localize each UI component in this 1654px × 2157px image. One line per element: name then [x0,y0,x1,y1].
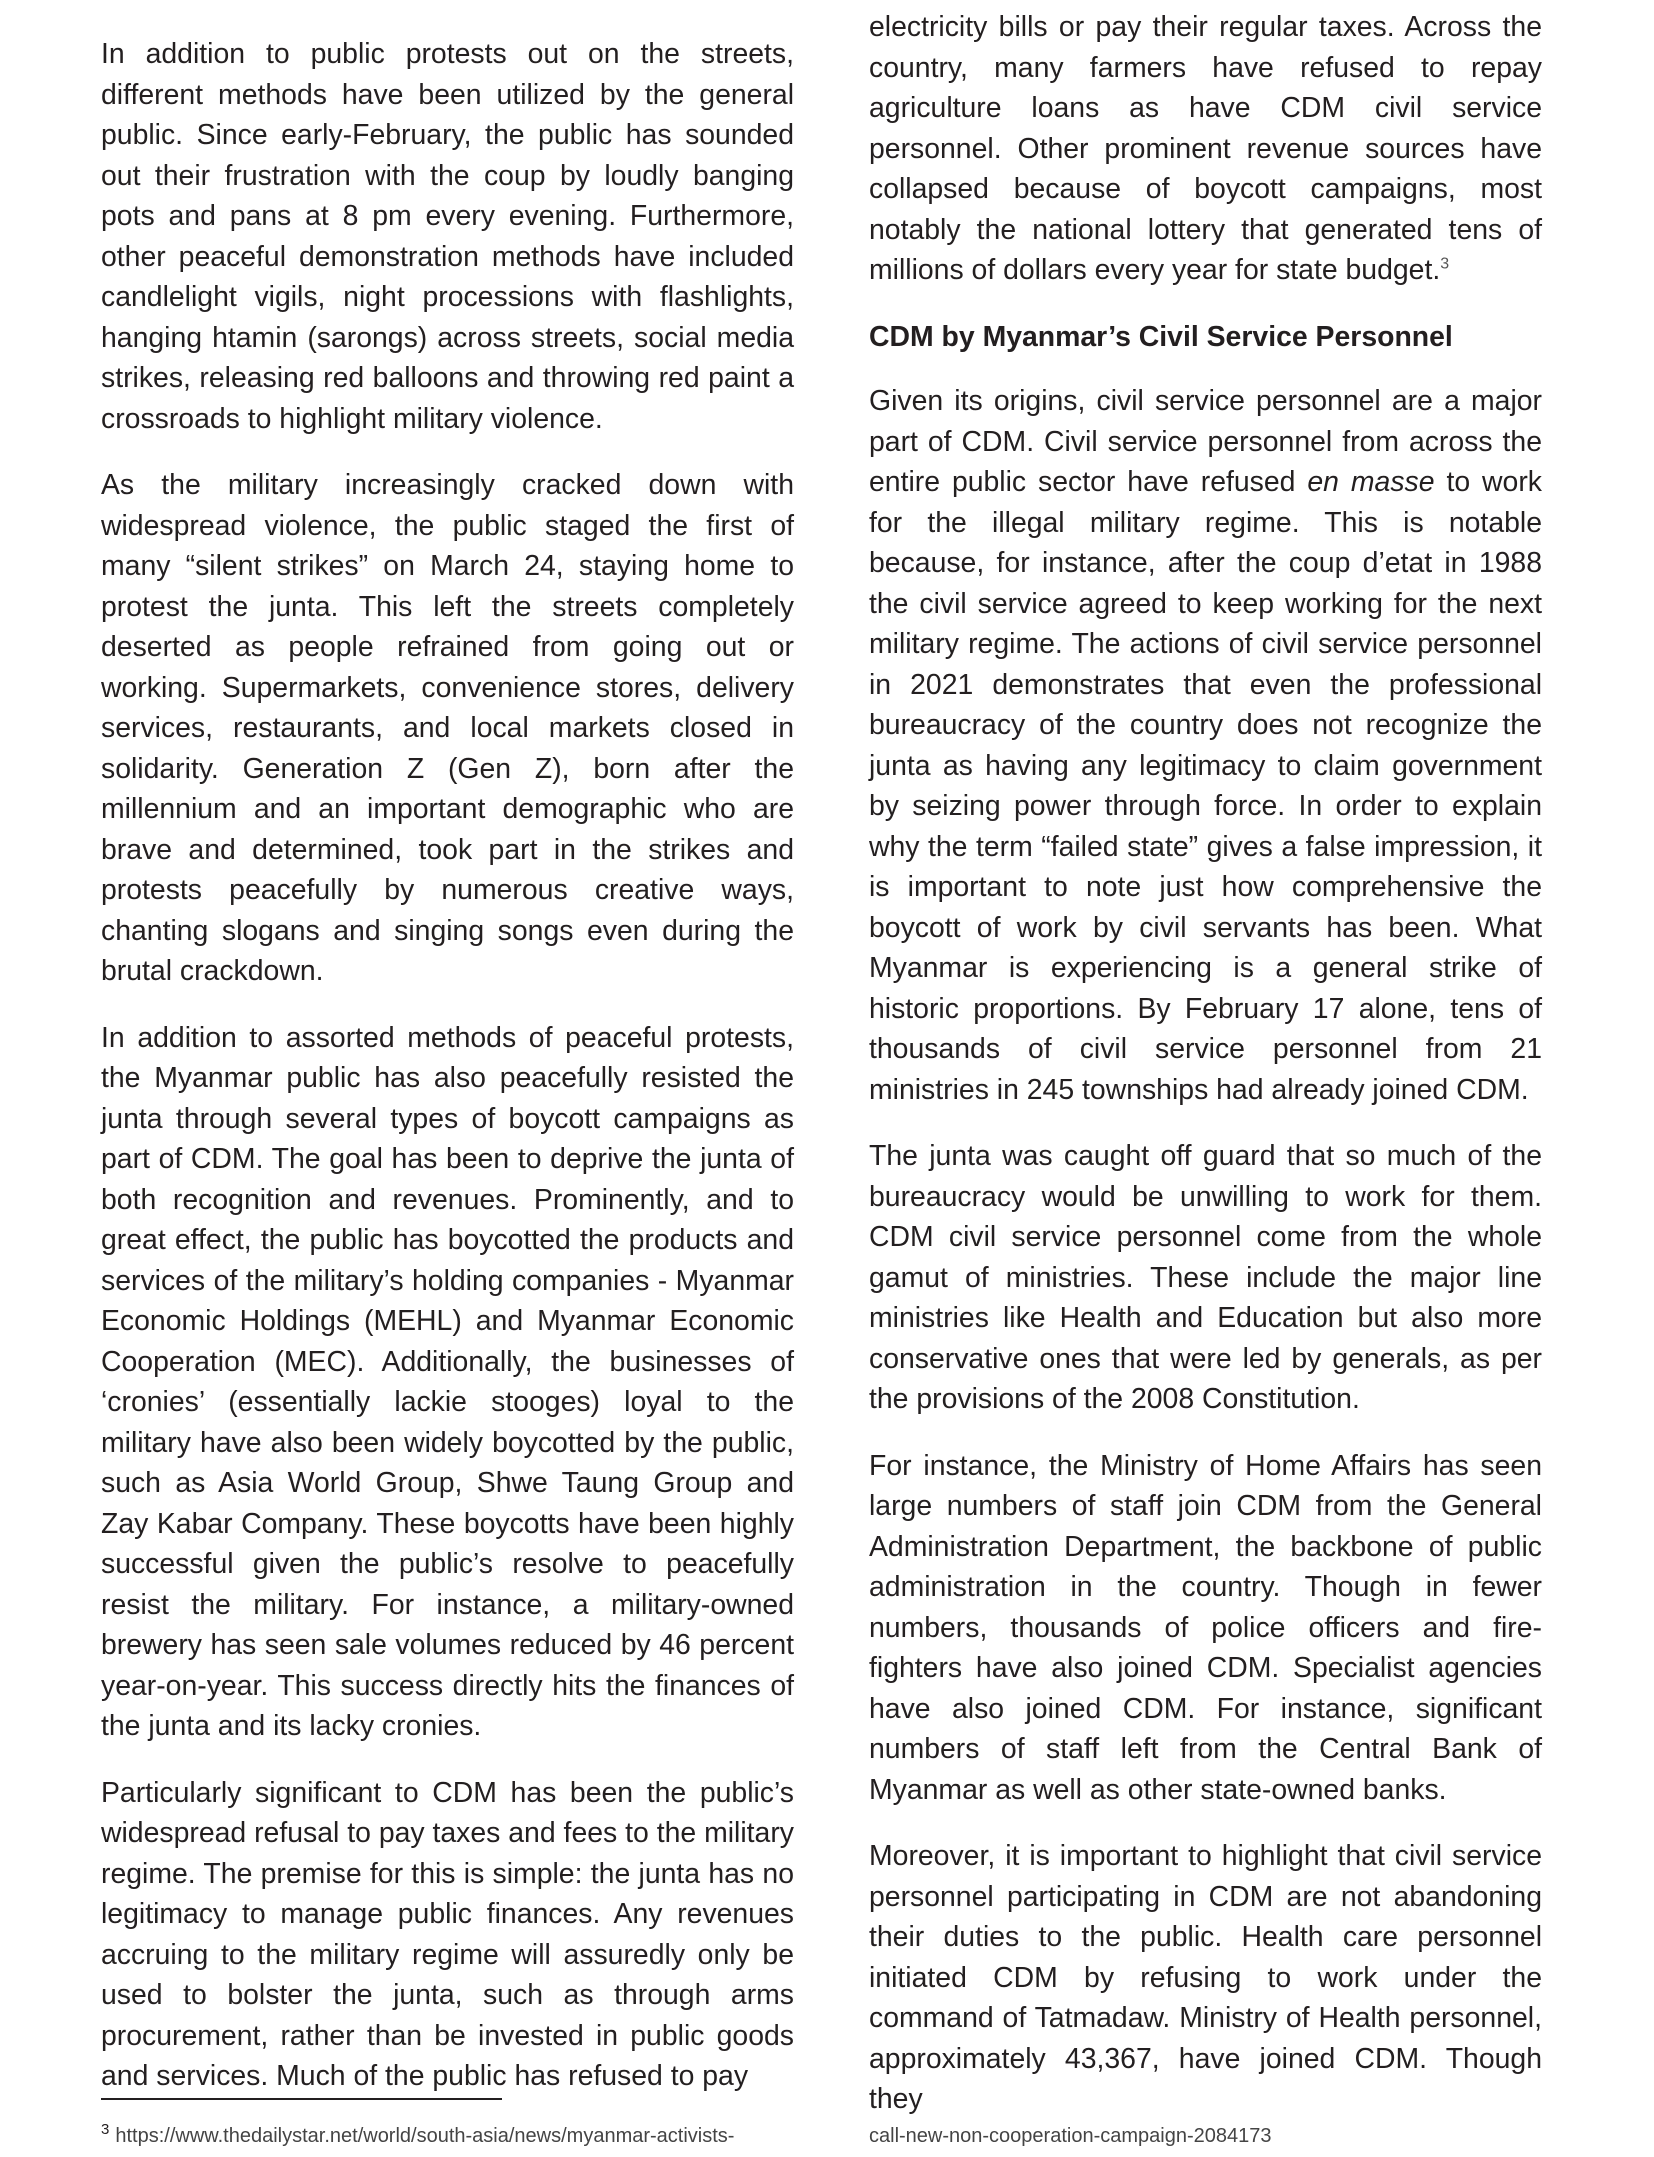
footnote-number: 3 [101,2124,110,2139]
italic-phrase: en masse [1307,466,1435,498]
section-heading: CDM by Myanmar’s Civil Service Personnel [869,320,1453,353]
footnote-url-part-2[interactable]: call-new-non-cooperation-campaign-2084173 [869,2125,1272,2147]
paragraph-tax-refusal: Particularly significant to CDM has been the public’s widespread refusal to pay taxes and fees to the military regime. The premise for this is simple: the junta has no legitimacy to manage public finances. Any revenues accruing to the military regime will assuredly only be used to bolster the junta, such as through arms procurement, rather than be invested in public goods and services. Much of the public has refused to pay [101,1776,794,2092]
footnote-left [101,2124,841,2148]
paragraph-boycott-campaigns: In addition to assorted methods of peaceful protests, the Myanmar public has also peacefully resisted the junta through several types of boycott campaigns as part of CDM. The goal has been to deprive the junta of both recognition and revenues. Prominently, and to great effect, the public has boycotted the products and services of the military’s holding companies - Myanmar Economic Holdings (MEHL) and Myanmar Economic Cooperation (MEC). Additionally, the businesses of ‘cronies’ (essentially lackie stooges) loyal to the military have also been widely boycotted by the public, such as Asia World Group, Shwe Taung Group and Zay Kabar Company. These boycotts have been highly successful given the public’s resolve to peacefully resist the military. For instance, a military-owned brewery has seen sale volumes reduced by 46 percent year-on-year. This success directly hits the finances of the junta and its lacky cronies. [101,1021,794,1742]
paragraph-revenue-collapse [869,7,1542,291]
paragraph-health-personnel: Moreover, it is important to highlight that civil service personnel participating in CDM are not abandoning their duties to the public. Health care personnel initiated CDM by refusing to work under the command of Tatmadaw. Ministry of Health personnel, approximately 43,367, have joined CDM. Though they [869,1840,1542,2115]
footnote-url-part-1[interactable]: https://www.thedailystar.net/world/south-asia/news/myanmar-activists- [115,2125,735,2147]
paragraph-text: to work for the illegal military regime. This is notable because, for instance, after the coup d’etat in 1988 the civil service agreed to keep working for the next military regime. The actions of civil service personnel in 2021 demonstrates that even the professional bureaucracy of the country does not recognize the junta as having any legitimacy to claim government by seizing power through force. In order to explain why the term “failed state” gives a false impression, it is important to note just how comprehensive the boycott of work by civil servants has been. What Myanmar is experiencing is a general strike of historic proportions. By February 17 alone, tens of thousands of civil service personnel from 21 ministries in 245 townships had already joined CDM. [869,466,1542,1106]
paragraph-junta-caught-off-guard: The junta was caught off guard that so much of the bureaucracy would be unwilling to work for them. CDM civil service personnel come from the whole gamut of ministries. These include the major line ministries like Health and Education but also more conservative ones that were led by generals, as per the provisions of the 2008 Constitution. [869,1140,1542,1415]
paragraph-text: Given its origins, civil service personnel are a major part of CDM. Civil service personnel from across the entire public sector have refused [869,385,1542,498]
paragraph-civil-service-origins [869,381,1542,1110]
paragraph-home-affairs: For instance, the Ministry of Home Affairs has seen large numbers of staff join CDM from the General Administration Department, the backbone of public administration in the country. Though in fewer numbers, thousands of police officers and fire-fighters have also joined CDM. Specialist agencies have also joined CDM. For instance, significant numbers of staff left from the Central Bank of Myanmar as well as other state-owned banks. [869,1449,1542,1806]
paragraph-public-protests: In addition to public protests out on the streets, different methods have been utilized by the general public. Since early-February, the public has sounded out their frustration with the coup by loudly banging pots and pans at 8 pm every evening. Furthermore, other peaceful demonstration methods have included candlelight vigils, night processions with flashlights, hanging htamin (sarongs) across streets, social media strikes, releasing red balloons and throwing red paint a crossroads to highlight military violence. [101,38,794,435]
paragraph-silent-strikes: As the military increasingly cracked down with widespread violence, the public staged the first of many “silent strikes” on March 24, staying home to protest the junta. This left the streets completely deserted as people refrained from going out or working. Supermarkets, convenience stores, delivery services, restaurants, and local markets closed in solidarity. Generation Z (Gen Z), born after the millennium and an important demographic who are brave and determined, took part in the strikes and protests peacefully by numerous creative ways, chanting slogans and singing songs even during the brutal crackdown. [101,469,794,987]
paragraph-revenue-text: electricity bills or pay their regular taxes. Across the country, many farmers have refused to repay agriculture loans as have CDM civil service personnel. Other prominent revenue sources have collapsed because of boycott campaigns, most notably the national lottery that generated tens of millions of dollars every year for state budget. [869,11,1542,286]
footnote-reference[interactable]: 3 [1440,255,1450,273]
footnote-right [869,2124,1271,2148]
right-column [869,7,1542,2146]
left-column [101,34,794,2123]
footnote-divider [101,2098,502,2100]
